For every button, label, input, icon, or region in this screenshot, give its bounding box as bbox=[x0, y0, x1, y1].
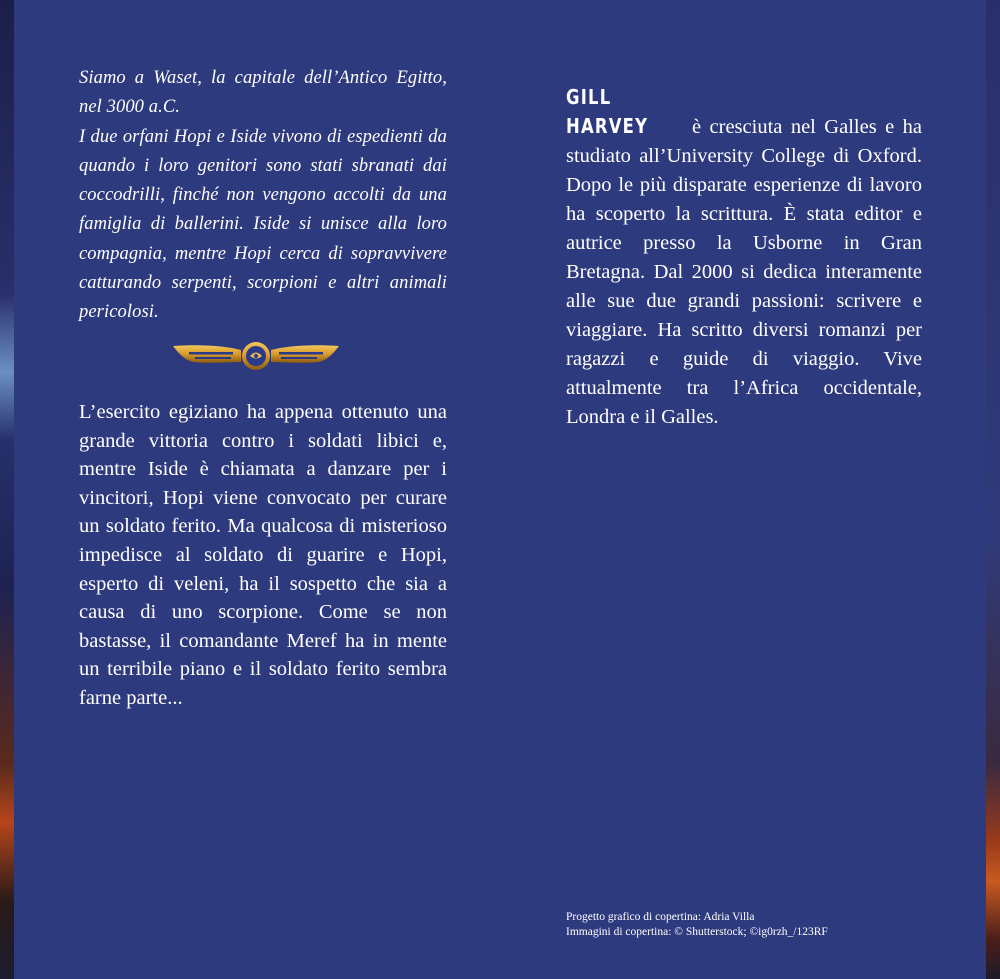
synopsis-intro bbox=[79, 64, 447, 328]
synopsis-main bbox=[79, 398, 447, 713]
author-bio-text: è cresciuta nel Galles e ha studiato all’University College di Oxford. Dopo le più disparate esperienze di lavoro ha scoperto la scrittura. È stata editor e autrice presso la Usborne in Gran Bretagna. Dal 2000 si dedica interamente alle sue due grandi passioni: scrivere e viaggiare. Ha scritto diversi romanzi per ragazzi e guide di viaggio. Vive attualmente tra l’Africa occidentale, Londra e il Galles. bbox=[566, 116, 922, 428]
author-name: GILL HARVEY bbox=[566, 85, 649, 138]
credit-design: Progetto grafico di copertina: Adria Villa bbox=[566, 911, 755, 923]
synopsis-intro-line-2: I due orfani Hopi e Iside vivono di espedienti da quando i loro genitori sono stati sbranati dai coccodrilli, finché non vengono accolti da una famiglia di ballerini. Iside si unisce alla loro compagnia, mentre Hopi cerca di sopravvivere catturando serpenti, scorpioni e altri animali pericolosi. bbox=[79, 126, 447, 323]
cover-edge-left bbox=[0, 0, 14, 979]
cover-edge-right bbox=[986, 0, 1000, 979]
author-bio bbox=[566, 83, 922, 432]
synopsis-main-text: L’esercito egiziano ha appena ottenuto una grande vittoria contro i soldati libici e, mentre Iside è chiamata a danzare per i vincitori, Hopi viene convocato per curare un soldato ferito. Ma qualcosa di misterioso impedisce al soldato di guarire e Hopi, esperto di veleni, ha il sospetto che sia a causa di uno scorpione. Come se non bastasse, il comandante Meref ha in mente un terribile piano e il soldato ferito sembra farne parte... bbox=[79, 401, 447, 709]
synopsis-intro-line-1: Siamo a Waset, la capitale dell’Antico Egitto, nel 3000 a.C. bbox=[79, 68, 447, 118]
winged-sun-icon bbox=[171, 336, 341, 376]
credit-images: Immagini di copertina: © Shutterstock; ©ig0rzh_/123RF bbox=[566, 926, 828, 938]
cover-credits bbox=[566, 910, 966, 940]
